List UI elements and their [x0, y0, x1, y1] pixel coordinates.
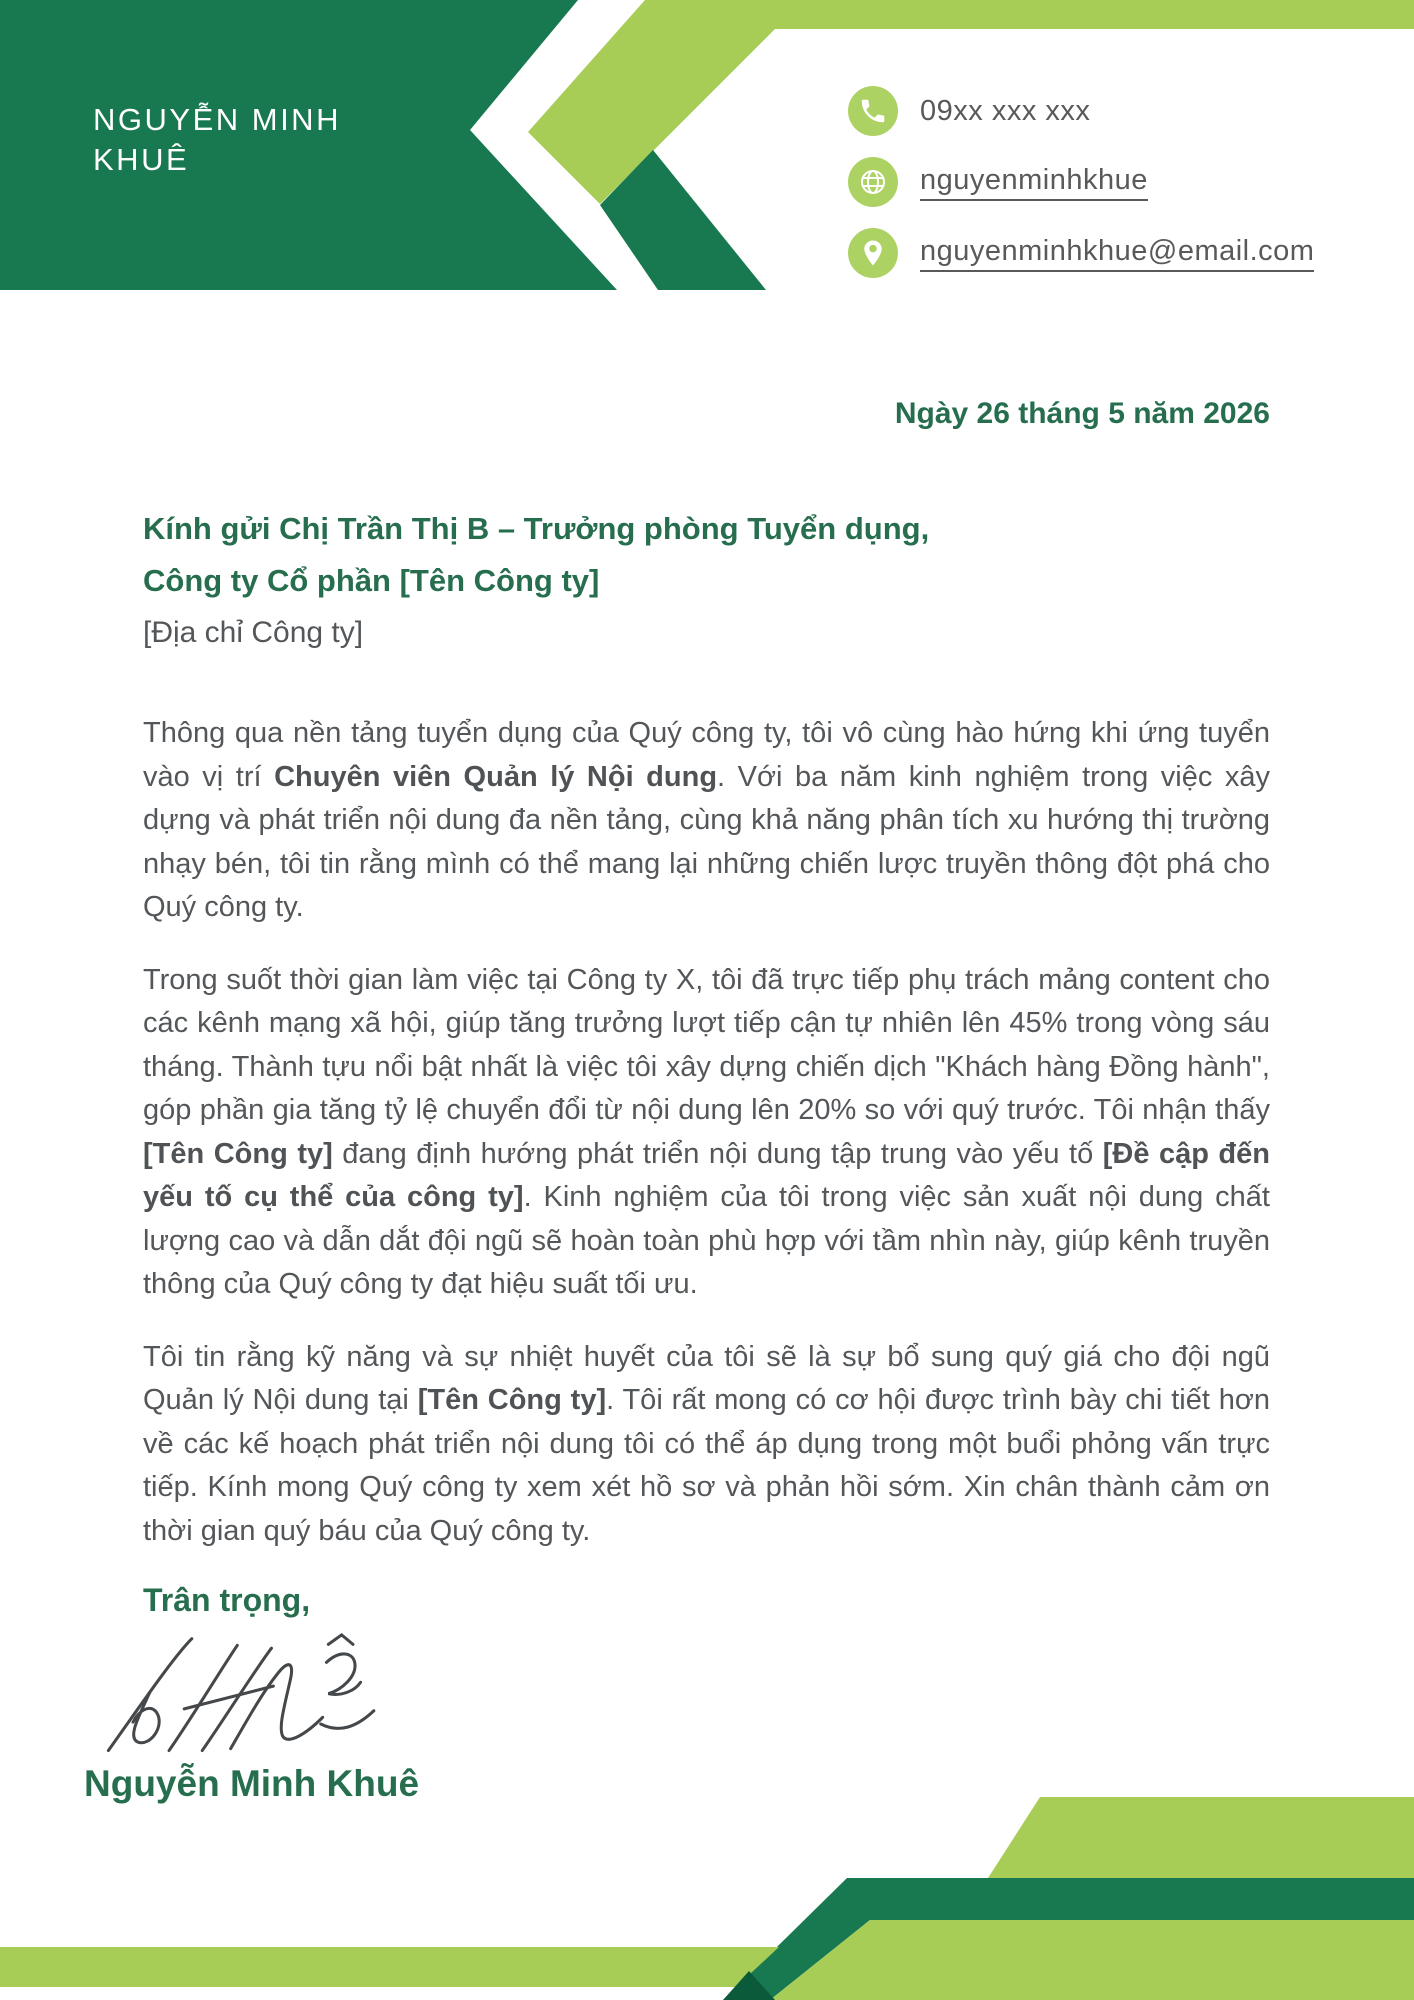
letter-paragraph: Trong suốt thời gian làm việc tại Công ty X, tôi đã trực tiếp phụ trách mảng content cho các kênh mạng xã hội, giúp tăng trưởng lượt tiếp cận tự nhiên lên 45% trong vòng sáu tháng. Thành tựu nổi bật nhất là việc tôi xây dựng chiến dịch "Khách hàng Đồng hành", góp phần gia tăng tỷ lệ chuyển đổi từ nội dung lên 20% so với quý trước. Tôi nhận thấy [Tên Công ty] đang định hướng phát triển nội dung tập trung vào yếu tố [Đề cập đến yếu tố cụ thể của công ty]. Kinh nghiệm của tôi trong việc sản xuất nội dung chất lượng cao và dẫn dắt đội ngũ sẽ hoàn toàn phù hợp với tầm nhìn này, giúp kênh truyền thông của Quý công ty đạt hiệu suất tối ưu. [143, 963, 1270, 1300]
letterhead-name-line2: KHUÊ [93, 142, 190, 177]
signature-stroke [321, 1711, 374, 1729]
contact-block [848, 86, 1314, 299]
letter-paragraph: Tôi tin rằng kỹ năng và sự nhiệt huyết của tôi sẽ là sự bổ sung quý giá cho đội ngũ Quản lý Nội dung tại [Tên Công ty]. Tôi rất mong có cơ hội được trình bày chi tiết hơn về các kế hoạch phát triển nội dung tôi có thể áp dụng trong một buổi phỏng vấn trực tiếp. Kính mong Quý công ty xem xét hồ sơ và phản hồi sớm. Xin chân thành cảm ơn thời gian quý báu của Quý công ty. [143, 1340, 1270, 1547]
recipient-block [143, 503, 1270, 659]
footer-lightgreen-parallelogram [988, 1797, 1414, 1878]
closing-salutation: Trân trọng, [143, 1582, 311, 1618]
letterhead-name-line1: NGUYỄN MINH [93, 102, 341, 137]
contact-row-email [848, 228, 1314, 278]
location-icon [848, 228, 898, 278]
signature-stroke [328, 1635, 353, 1644]
signed-name: Nguyễn Minh Khuê [84, 1763, 420, 1804]
letter-paragraphs [143, 712, 1270, 1553]
signature-stroke [133, 1692, 159, 1743]
footer-lightgreen-bottom [770, 1920, 1414, 2000]
recipient-address: [Địa chỉ Công ty] [143, 616, 364, 649]
footer-lightgreen-band [0, 1947, 779, 1987]
recipient-line1: Kính gửi Chị Trần Thị B – Trưởng phòng Tuyển dụng, [143, 511, 930, 546]
contact-row-website [848, 157, 1314, 207]
recipient-line2: Công ty Cổ phần [Tên Công ty] [143, 563, 600, 598]
letter-paragraph: Thông qua nền tảng tuyển dụng của Quý công ty, tôi vô cùng hào hứng khi ứng tuyển vào vị trí Chuyên viên Quản lý Nội dung. Với ba năm kinh nghiệm trong việc xây dựng và phát triển nội dung đa nền tảng, cùng khả năng phân tích xu hướng thị trường nhạy bén, tôi tin rằng mình có thể mang lại những chiến lược truyền thông đột phá cho Quý công ty. [143, 717, 1270, 923]
contact-row-phone [848, 86, 1314, 136]
footer-decor [0, 1790, 1414, 2000]
letterhead-name [93, 100, 341, 180]
globe-icon [848, 157, 898, 207]
signature [93, 1633, 393, 1761]
letter-date: Ngày 26 tháng 5 năm 2026 [894, 397, 1270, 430]
signature-stroke [326, 1654, 360, 1694]
signature-stroke [231, 1665, 323, 1749]
phone-icon [848, 86, 898, 136]
email-link[interactable]: nguyenminhkhue@email.com [920, 235, 1314, 272]
phone-value: 09xx xxx xxx [920, 94, 1091, 127]
letter-body [84, 712, 1270, 1805]
website-link[interactable]: nguyenminhkhue [920, 164, 1148, 201]
